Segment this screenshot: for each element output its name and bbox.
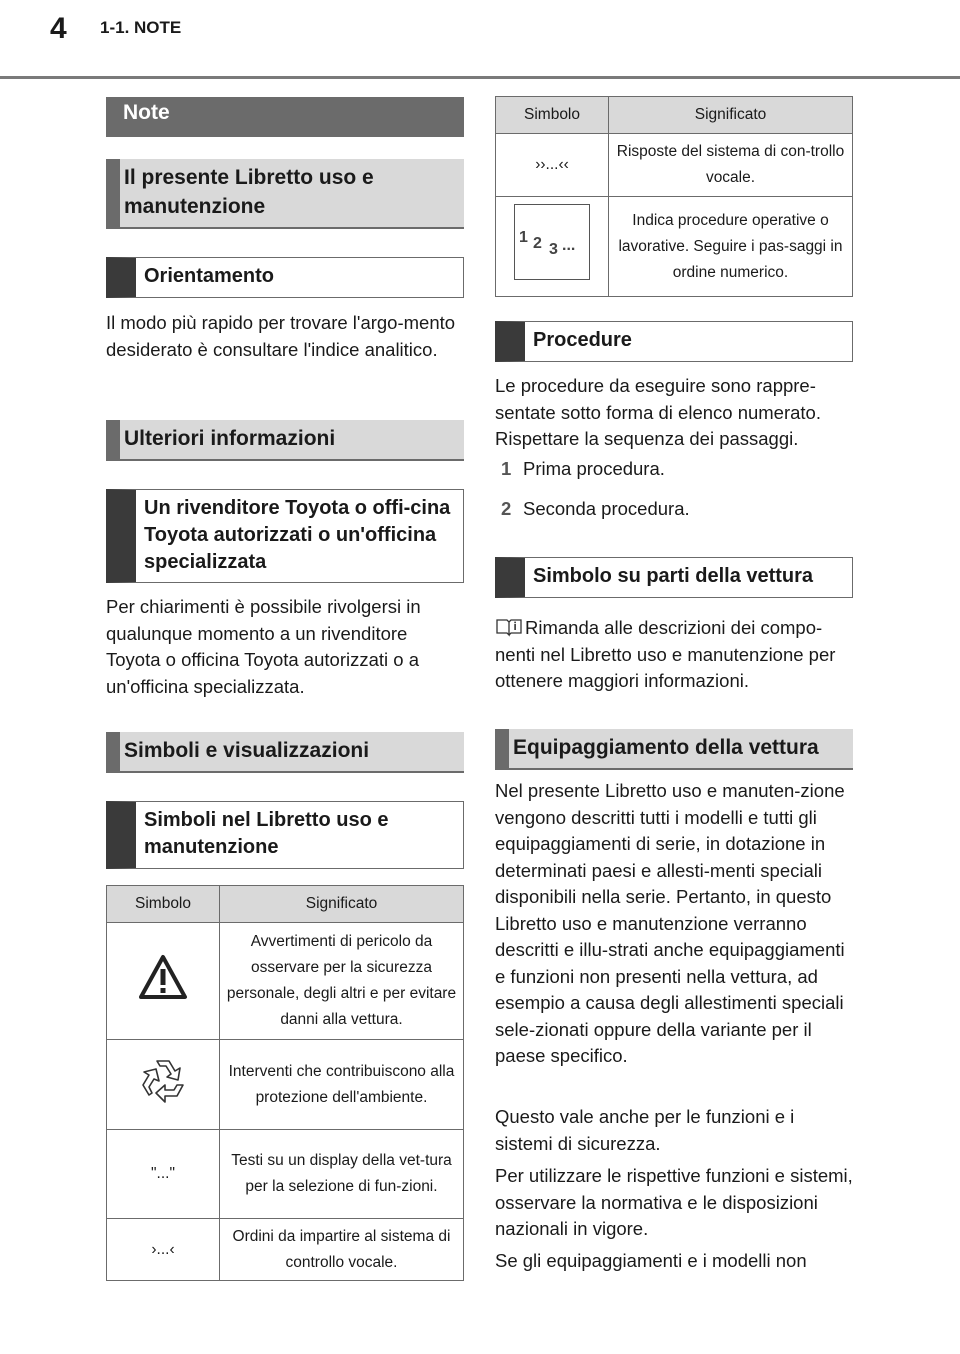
paragraph-continua: Se gli equipaggiamenti e i modelli non xyxy=(495,1250,807,1271)
table-row xyxy=(107,1130,464,1219)
column-header-symbol: Simbolo xyxy=(496,97,609,134)
symbol-cell: "..." xyxy=(107,1130,220,1219)
paragraph-simbolo-parti xyxy=(495,615,853,695)
meaning-cell: Avvertimenti di pericolo da osservare per la sicurezza personale, degli altri e per evitare danni alla vettura. xyxy=(220,923,464,1040)
section-heading-ulteriori: Ulteriori informazioni xyxy=(106,420,464,461)
step-digit: 2 xyxy=(533,235,542,252)
symbol-cell: ››...‹‹ xyxy=(496,134,609,197)
paragraph-text: Rimanda alle descrizioni dei compo-nenti nel Libretto uso e manutenzione per ottenere maggiori informazioni. xyxy=(495,617,836,691)
section-heading-libretto: Il presente Libretto uso e manutenzione xyxy=(106,159,464,229)
table-header-row xyxy=(496,97,853,134)
subheading-orientamento: Orientamento xyxy=(106,257,464,298)
list-item xyxy=(501,496,859,522)
table-row xyxy=(107,1219,464,1281)
paragraph-sicurezza: Questo vale anche per le funzioni e i sistemi di sicurezza. xyxy=(495,1106,795,1154)
step-text: Seconda procedura. xyxy=(523,498,690,519)
paragraph-procedure: Le procedure da eseguire sono rappre-sentate sotto forma di elenco numerato. Rispettare la sequenza dei passaggi. xyxy=(495,375,821,449)
symbols-table-right xyxy=(495,96,853,297)
paragraph-equipaggiamento: Nel presente Libretto uso e manuten-zione vengono descritti tutti i modelli e tutti gli equipaggiamenti di serie, in dotazione in determinati paesi e allesti-menti speciali disponibili nella serie. Pertanto, in questo Libretto uso e manutenzione verranno descritti e illu-strati anche equipaggiamenti e funzioni non presenti nella vettura, ad esempio a causa degli allestimenti speciali sele-zionati oppure della variante per il paese specifico. xyxy=(495,780,845,1066)
paragraph-normativa: Per utilizzare le rispettive funzioni e sistemi, osservare la normativa e le disposizioni nazionali in vigore. xyxy=(495,1165,853,1239)
symbol-cell xyxy=(107,923,220,1040)
list-item xyxy=(501,456,859,482)
column-header-meaning: Significato xyxy=(220,886,464,923)
column-header-symbol: Simbolo xyxy=(107,886,220,923)
section-heading-equipaggiamento: Equipaggiamento della vettura xyxy=(495,729,853,770)
table-row xyxy=(496,134,853,197)
subheading-rivenditore: Un rivenditore Toyota o offi-cina Toyota autorizzati o un'officina specializzata xyxy=(106,489,464,583)
warning-triangle-icon xyxy=(138,954,188,1000)
symbol-cell: ›...‹ xyxy=(107,1219,220,1281)
symbols-table-left xyxy=(106,885,464,1281)
meaning-cell: Indica procedure operative o lavorative. Seguire i pas-saggi in ordine numerico. xyxy=(609,197,853,297)
page-number: 4 xyxy=(50,12,67,45)
table-header-row xyxy=(107,886,464,923)
section-heading-simboli: Simboli e visualizzazioni xyxy=(106,732,464,773)
subheading-simbolo-parti: Simbolo su parti della vettura xyxy=(495,557,853,598)
numbered-steps-icon xyxy=(514,204,590,280)
meaning-cell: Risposte del sistema di con-trollo vocale. xyxy=(609,134,853,197)
step-number: 1 xyxy=(501,458,512,479)
header-divider xyxy=(0,76,960,79)
book-info-icon xyxy=(495,617,523,637)
step-digit: 1 xyxy=(519,229,528,246)
paragraph-rivenditore: Per chiarimenti è possibile rivolgersi in qualunque momento a un rivenditore Toyota o officina Toyota autorizzati o a un'officina specializzata. xyxy=(106,596,421,697)
step-number: 2 xyxy=(501,498,512,519)
step-digit: 3 xyxy=(549,241,558,258)
symbol-cell xyxy=(107,1040,220,1130)
symbol-cell xyxy=(496,197,609,297)
meaning-cell: Ordini da impartire al sistema di controllo vocale. xyxy=(220,1219,464,1281)
step-digit: ... xyxy=(562,237,576,254)
note-heading: Note xyxy=(106,97,464,137)
table-row xyxy=(107,923,464,1040)
column-header-meaning: Significato xyxy=(609,97,853,134)
recycle-icon xyxy=(137,1055,189,1105)
subheading-procedure: Procedure xyxy=(495,321,853,362)
meaning-cell: Interventi che contribuiscono alla protezione dell'ambiente. xyxy=(220,1040,464,1130)
chapter-title: 1-1. NOTE xyxy=(100,18,182,37)
paragraph-orientamento: Il modo più rapido per trovare l'argo-mento desiderato è consultare l'indice analitico. xyxy=(106,312,456,360)
meaning-cell: Testi su un display della vet-tura per la selezione di fun-zioni. xyxy=(220,1130,464,1219)
table-row xyxy=(107,1040,464,1130)
step-text: Prima procedura. xyxy=(523,458,665,479)
table-row xyxy=(496,197,853,297)
subheading-simboli-libretto: Simboli nel Libretto uso e manutenzione xyxy=(106,801,464,869)
